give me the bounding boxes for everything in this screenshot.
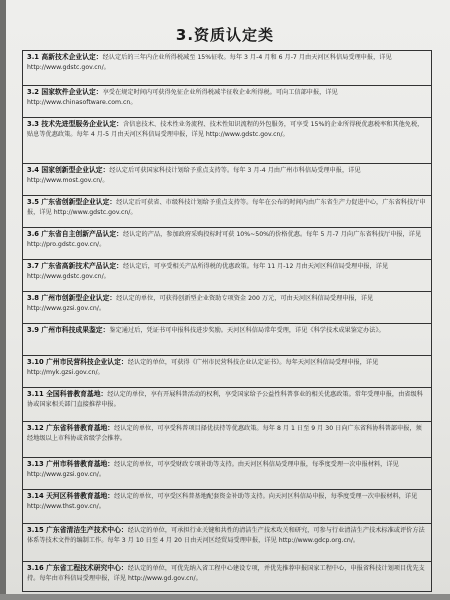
page-shadow-left: [0, 0, 6, 600]
page-title: 3.资质认定类: [175, 26, 275, 44]
list-item: [23, 259, 431, 291]
list-item: [23, 117, 431, 163]
item-body: 鉴定通过后，凭证书可申报科技进步奖励。天河区科信局常年受理，详见《科学技术成果鉴定办法》。: [109, 327, 385, 334]
list-item: [23, 489, 431, 523]
list-item: [23, 523, 431, 561]
list-item: [23, 457, 431, 489]
item-body: 经认定的产品，参加政府采购投标时可获 10%~50%的价格优惠。每年 5 月-7 月向广东省科技厅申报，详见 http://pro.gdstc.gov.cn/。: [27, 231, 422, 249]
item-body: 经认定后可获国家科技计划给予重点支持等。每年 3 月-4 月由广州市科信局受理申报，详见 http://www.most.gov.cn/。: [27, 167, 361, 185]
item-body: 经认定的单位，可获得创新型企业资助专项资金 200 万元，可由天河区科信局受理申报，详见 http://www.gzsi.gov.cn/。: [27, 295, 374, 313]
list-item: [23, 85, 431, 117]
item-body: 经认定的单位，可获得《广州市民营科技企业认定证书》。每年天河区科信局受理申报，详见 http://myk.gzsi.gov.cn/。: [27, 359, 379, 377]
page-shadow-bottom: [0, 594, 450, 600]
item-heading: 3.6 广东省自主创新产品认定：: [27, 230, 123, 238]
item-body: 经认定后可获省、市级科技计划给予重点支持等。每年在公布的时间内由广东省生产力促进中心，广东省科技厅申报，详见 http://www.gdstc.gov.cn/。: [27, 199, 426, 217]
item-body: 经认定的单位，可享受科普项目择优扶持等优惠政策。每年 8 月 1 日至 9 月 30 日向广东省科协科普部申报，须经地级以上市科协或省级学会推荐。: [27, 425, 422, 443]
item-heading: 3.16 广东省工程技术研究中心：: [27, 564, 128, 572]
list-item: [23, 355, 431, 387]
item-heading: 3.15 广东省清洁生产技术中心：: [27, 526, 128, 534]
item-heading: 3.3 技术先进型服务企业认定：: [27, 120, 123, 128]
item-heading: 3.10 广州市民营科技企业认定：: [27, 358, 128, 366]
list-item: [23, 421, 431, 457]
item-heading: 3.12 广东省科普教育基地：: [27, 424, 115, 432]
item-heading: 3.9 广州市科技成果鉴定：: [27, 326, 110, 334]
item-body: 享受在规定时间内可获得免征企业所得税减半征收企业所得税。可向工信部申报，详见 http://www.chinasoftware.com.cn。: [27, 89, 338, 107]
item-heading: 3.2 国家软件企业认定：: [27, 88, 103, 96]
list-item: [23, 163, 431, 195]
item-body: 含信息技术、技术性业务流程、技术性知识流程的外包服务，可享受 15%的企业所得税优惠税率和其他免税，贴息等优惠政策。每年 4 月-5 月由天河区科信局受理申报，详见 http://www.gdstc.gov.cn/。: [27, 121, 424, 139]
list-item: [23, 51, 431, 85]
item-heading: 3.1 高新技术企业认定：: [27, 53, 103, 61]
list-item: [23, 227, 431, 259]
list-item: [23, 291, 431, 323]
item-body: 经认定的单位，可享受财政专项补助等支持。由天河区科信局受理申报，每季度受理一次申报材料，详见 http://www.gzsi.gov.cn/。: [27, 461, 399, 479]
item-heading: 3.5 广东省创新型企业认定：: [27, 198, 117, 206]
list-item: [23, 195, 431, 227]
item-body: 经认定的单位，可承担行业关键和共性的清洁生产技术攻关和研究，可参与行业清洁生产技术标准或评价方法体系等技术文件的编制工作。每年 3 月 10 日至 4 月 20 日由天河区经贸局受理申报，详见 http://www.gdcp.org.cn/。: [27, 527, 425, 545]
list-item: [23, 561, 431, 591]
item-heading: 3.14 天河区科普教育基地：: [27, 492, 115, 500]
qualification-list: [22, 50, 432, 592]
list-item: [23, 323, 431, 355]
item-body: 经认定后的三年内企业所得税减至 15%征收。每年 3 月-4 月和 6 月-7 月由天河区科信局受理申报，详见 http://www.gdstc.gov.cn/。: [27, 54, 392, 72]
item-body: 经认定的单位，可优先纳入省工程中心建设专项，并优先推荐申报国家工程中心，申报省科技计划项目优先支持。每年由市科信局受理申报，详见 http://www.gd.gov.cn/。: [27, 565, 425, 583]
list-item: [23, 387, 431, 421]
item-heading: 3.7 广东省高新技术产品认定：: [27, 262, 123, 270]
item-heading: 3.11 全国科普教育基地：: [27, 390, 108, 398]
item-heading: 3.13 广州市科普教育基地：: [27, 460, 115, 468]
item-body: 经认定的单位，可享受区科普基地配套资金补助等支持。向天河区科信局申报，每季度受理一次申报材料，详见 http://www.thst.gov.cn/。: [27, 493, 418, 511]
item-heading: 3.8 广州市创新型企业认定：: [27, 294, 117, 302]
item-heading: 3.4 国家创新型企业认定：: [27, 166, 110, 174]
item-body: 经认定的单位，享有开展科普活动的权利，享受国家给予公益性科普事业的相关优惠政策。常年受理申报，由省级科协或国家相关部门直接推荐申报。: [27, 391, 423, 409]
item-body: 经认定后，可享受相关产品所得税的优惠政策。每年 11 月-12 月由天河区科信局受理申报，详见 http://www.gdstc.gov.cn/。: [27, 263, 389, 281]
